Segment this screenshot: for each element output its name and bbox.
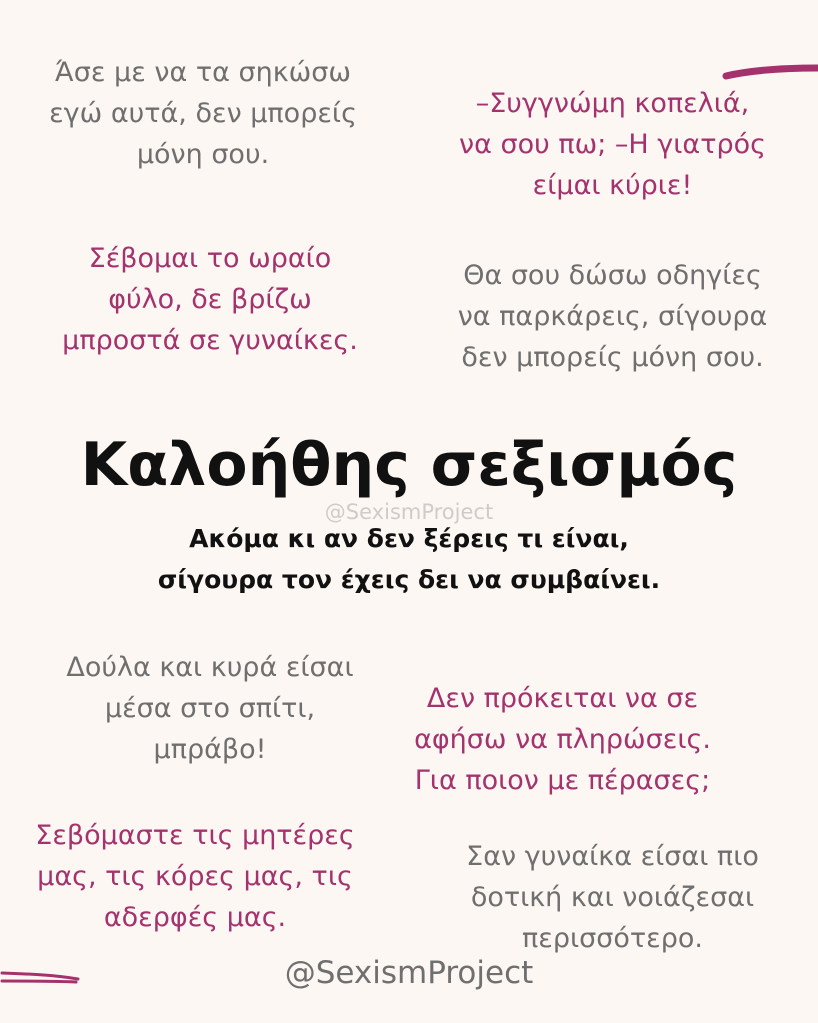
social-handle: @SexismProject <box>284 955 534 991</box>
page-title: Καλοήθης σεξισμός <box>80 430 738 500</box>
quote-lifting: Άσε με να τα σηκώσω εγώ αυτά, δεν μπορείς μόνη σου. <box>49 57 357 170</box>
watermark: @SexismProject <box>324 500 494 524</box>
quote-doctor: –Συγγνώμη κοπελιά, να σου πω; –Η γιατρός είμαι κύριε! <box>459 88 766 201</box>
page-subtitle: Ακόμα κι αν δεν ξέρεις τι είναι, σίγουρα τον έχεις δει να συμβαίνει. <box>157 524 661 594</box>
quote-mothers: Σεβόμαστε τις μητέρες μας, τις κόρες μας, τις αδερφές μας. <box>35 820 355 933</box>
quote-fair-sex: Σέβομαι το ωραίο φύλο, δε βρίζω μπροστά σε γυναίκες. <box>62 243 358 356</box>
quote-paying: Δεν πρόκειται να σε αφήσω να πληρώσεις. Για ποιον με πέρασες; <box>414 683 711 796</box>
quote-parking: Θα σου δώσω οδηγίες να παρκάρεις, σίγουρα δεν μπορείς μόνη σου. <box>457 260 768 373</box>
quote-housewife: Δούλα και κυρά είσαι μέσα στο σπίτι, μπράβο! <box>66 652 354 765</box>
quote-caring: Σαν γυναίκα είσαι πιο δοτική και νοιάζεσαι περισσότερο. <box>466 841 759 954</box>
